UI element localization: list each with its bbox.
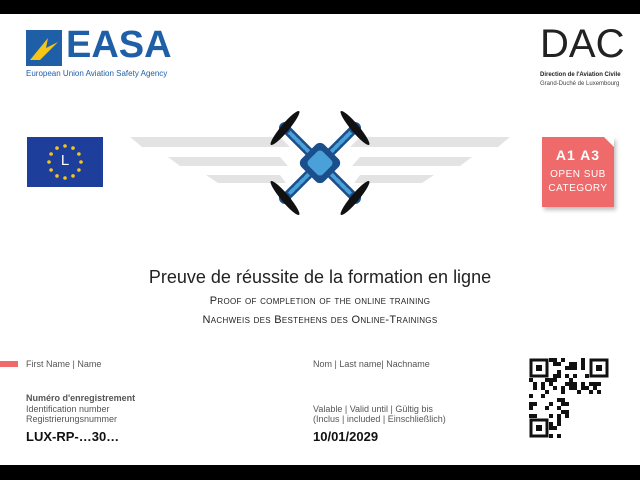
eu-flag — [27, 137, 103, 187]
registration-label-de: Registrierungsnummer — [26, 414, 118, 424]
eu-star-icon — [71, 146, 75, 150]
last-name-label: Nom | Last name| Nachname — [313, 359, 430, 369]
first-name-label: First Name | Name — [26, 359, 102, 369]
category-line2: CATEGORY — [548, 183, 608, 194]
registration-label-en: Identification number — [26, 404, 110, 414]
category-line1: OPEN SUB — [550, 169, 606, 180]
country-letter: L — [60, 152, 70, 169]
dac-wordmark: DAC — [540, 22, 625, 66]
title-german: Nachweis des Bestehens des Online-Trainings — [202, 314, 438, 326]
valid-until-sublabel: (Inclus | included | Einschließlich) — [313, 414, 446, 424]
dac-line1: Direction de l'Aviation Civile — [540, 72, 621, 78]
accent-mark — [0, 361, 18, 367]
eu-star-icon — [55, 174, 59, 178]
easa-wordmark: EASA — [66, 24, 172, 66]
qr-code — [529, 358, 609, 438]
valid-until-label: Valable | Valid until | Gültig bis — [313, 404, 433, 414]
valid-until-date: 10/01/2029 — [313, 429, 379, 444]
easa-emblem-icon — [26, 30, 62, 66]
eu-star-icon — [71, 174, 75, 178]
easa-logo — [26, 24, 176, 80]
registration-label: Numéro d'enregistrement — [26, 393, 136, 403]
title-english: Proof of completion of the online training — [209, 295, 431, 307]
registration-number: LUX-RP-…30… — [26, 429, 120, 444]
easa-subtitle: European Union Aviation Safety Agency — [26, 69, 168, 78]
eu-star-icon — [55, 146, 59, 150]
title-french: Preuve de réussite de la formation en ligne — [148, 267, 492, 287]
badge-corner-fold — [604, 137, 614, 147]
category-codes: A1 A3 — [555, 147, 601, 163]
eu-star-icon — [63, 176, 67, 180]
certificate-card — [0, 14, 640, 465]
category-badge — [542, 137, 614, 207]
dac-logo — [540, 22, 640, 98]
eu-star-icon — [63, 144, 67, 148]
dac-line2: Grand-Duché de Luxembourg — [540, 81, 620, 87]
drone-icon — [255, 98, 385, 228]
